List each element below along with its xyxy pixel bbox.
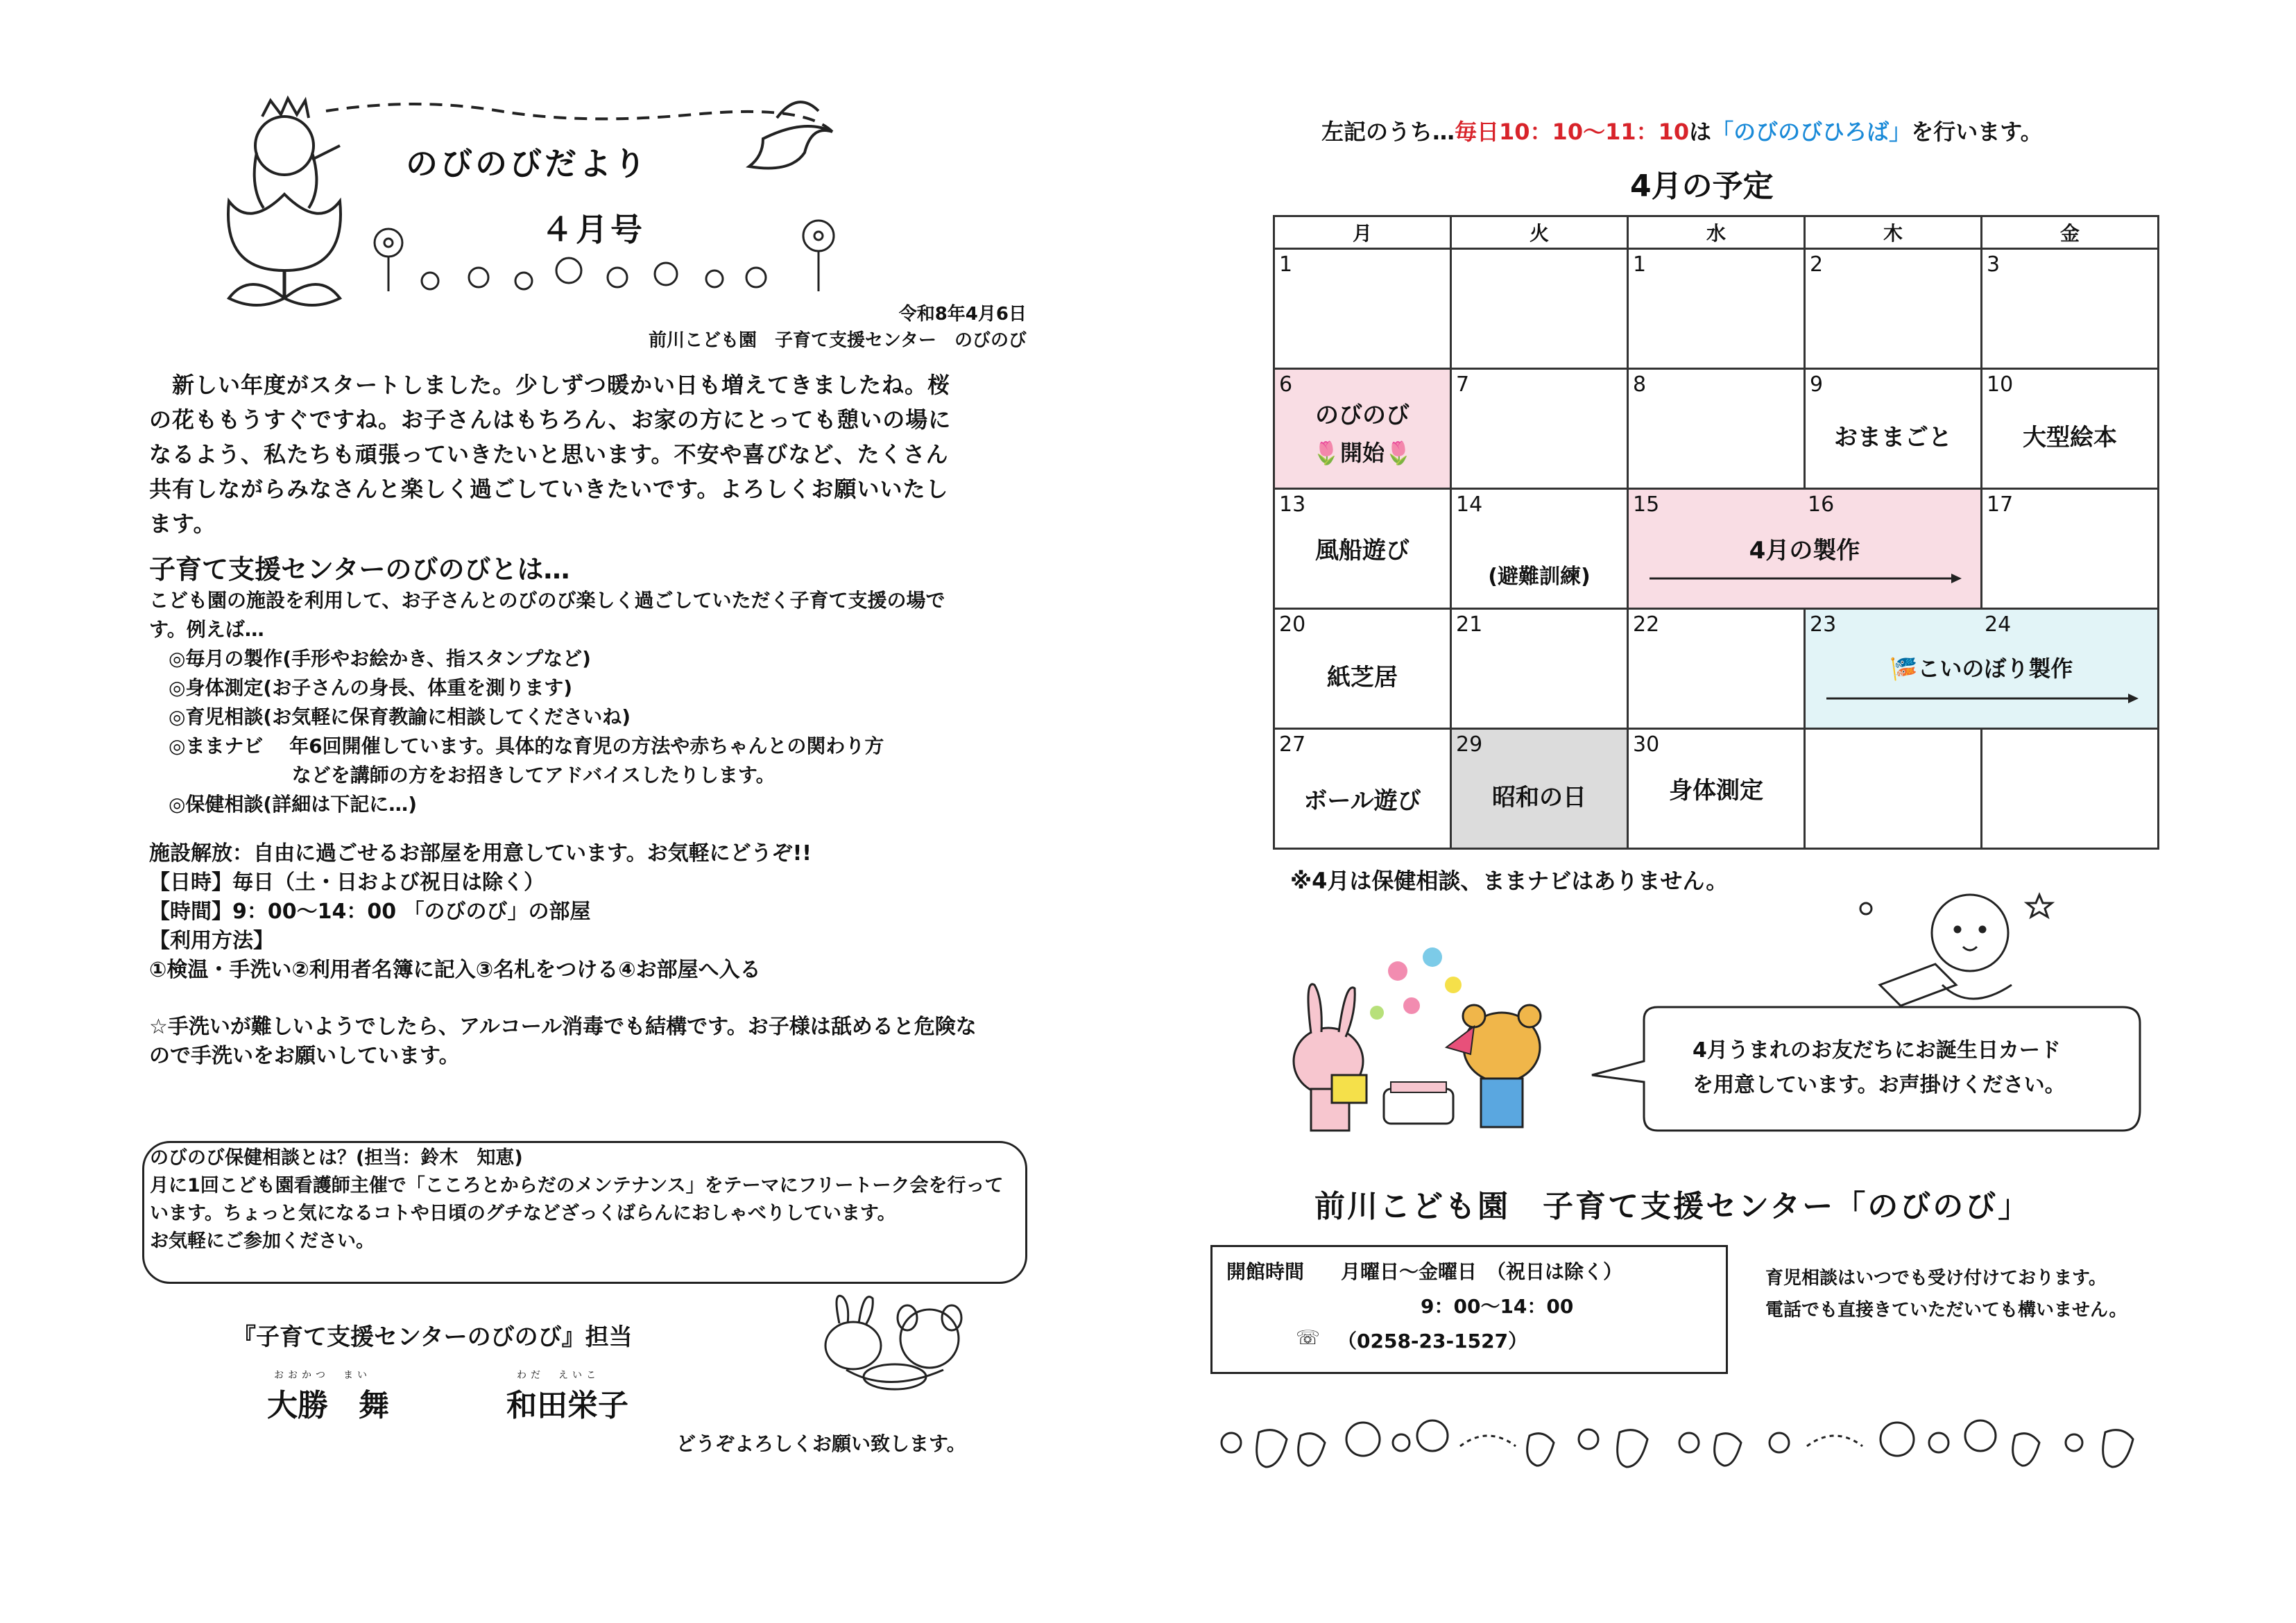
consult-note: [1765, 1262, 2127, 1326]
consult-line: 育児相談はいつでも受け付けております。: [1765, 1268, 2107, 1289]
about-section: [149, 586, 1051, 819]
calendar-day: [1982, 369, 2159, 489]
calendar-day: [1274, 609, 1451, 729]
day-number: 21: [1456, 612, 1483, 637]
intro-line: なるよう、私たちも頑張っていきたいと思います。不安や喜びなど、たくさん: [149, 441, 949, 467]
about-heading: 子育て支援センターのびのびとは…: [149, 554, 570, 585]
day-number: 9: [1810, 372, 1824, 397]
event-evacuation-drill: (避難訓練): [1488, 565, 1591, 589]
calendar-day: [1628, 249, 1805, 369]
hours-label: 開館時間: [1226, 1260, 1305, 1283]
closing-text: どうぞよろしくお願い致します。: [676, 1432, 966, 1455]
birthday-animals-illustration: [1273, 943, 1564, 1151]
facility-line: 【時間】9：00～14：00 「のびのび」の部屋: [149, 900, 591, 924]
day-number: 8: [1633, 372, 1647, 397]
about-line: ◎育児相談(お気軽に保育教諭に相談してくださいね): [149, 705, 631, 728]
calendar-day: [1982, 489, 2159, 609]
day-number: 20: [1279, 612, 1306, 637]
calendar-day: [1274, 369, 1451, 489]
calendar-week: [1274, 369, 2159, 489]
calendar-week: [1274, 729, 2159, 849]
day-number: 30: [1633, 732, 1660, 757]
health-line: のびのび保健相談とは？(担当：鈴木 知恵): [150, 1147, 523, 1169]
day-number: 15: [1633, 492, 1660, 517]
calendar-day-span: [1805, 609, 2159, 729]
day-number: 6: [1279, 372, 1293, 397]
event-nobinobi: のびのび: [1315, 402, 1410, 429]
strawberry-border-decoration: [1210, 1405, 2161, 1474]
event-showa-day: 昭和の日: [1492, 784, 1586, 812]
about-line: ◎保健相談(詳細は下記に…): [149, 793, 418, 816]
bubble-line: 4月うまれのお友だちにお誕生日カード: [1693, 1038, 2061, 1063]
event-balloon: 風船遊び: [1315, 537, 1410, 565]
day-number: 2: [1810, 252, 1824, 277]
april-calendar: [1273, 215, 2159, 850]
calendar-day: [1451, 489, 1628, 609]
facility-line: 【利用方法】: [149, 929, 274, 953]
staff1-name: 大勝 舞: [267, 1388, 389, 1423]
intro-line: 共有しながらみなさんと楽しく過ごしていきたいです。よろしくお願いいたし: [149, 476, 949, 502]
about-line: などを講師の方をお招きしてアドバイスしたりします。: [149, 764, 776, 787]
calendar-day: [1628, 609, 1805, 729]
phone-number: （0258-23-1527）: [1337, 1330, 1528, 1352]
event-ball-play: ボール遊び: [1303, 787, 1421, 815]
day-number: 29: [1456, 732, 1483, 757]
newsletter-title: のびのびだより: [406, 145, 649, 182]
event-kamishibai: 紙芝居: [1327, 664, 1398, 692]
hours-box: [1210, 1245, 1728, 1374]
event-april-craft: 4月の製作: [1749, 537, 1860, 565]
intro-line: 新しい年度がスタートしました。少しずつ暖かい日も増えてきましたね。桜: [149, 372, 951, 398]
day-number: 23: [1810, 612, 1837, 637]
day-number: 14: [1456, 492, 1483, 517]
birthday-message: [1693, 1033, 2066, 1103]
facility-section: [149, 839, 1051, 985]
hiroba-mid: は: [1689, 119, 1712, 145]
calendar-day: [1982, 249, 2159, 369]
arrow-icon: [1826, 692, 2145, 705]
day-number: 17: [1987, 492, 2014, 517]
calendar-day: [1274, 249, 1451, 369]
about-line: ◎毎月の製作(手形やお絵かき、指スタンプなど): [149, 647, 591, 670]
event-koinobori-craft: 🎏こいのぼり製作: [1890, 655, 2073, 682]
calendar-day: [1982, 729, 2159, 849]
handwash-note: [149, 1013, 1051, 1071]
day-number: 27: [1279, 732, 1306, 757]
header-illustration: [208, 90, 888, 312]
calendar-day: [1451, 249, 1628, 369]
about-line: こども園の施設を利用して、お子さんとのびのび楽しく過ごしていただく子育て支援の場で: [149, 589, 945, 612]
about-line: ◎ままナビ 年6回開催しています。具体的な育児の方法や赤ちゃんとの関わり方: [149, 735, 884, 757]
hiroba-time: 毎日10：10～11：10: [1455, 119, 1690, 145]
about-line: す。例えば…: [149, 618, 264, 641]
staff2-name: 和田栄子: [506, 1388, 628, 1423]
weekday-wed: 水: [1628, 216, 1805, 249]
baby-reading-illustration: [1838, 881, 2067, 1013]
weekday-thu: 木: [1805, 216, 1982, 249]
footer-title: 前川こども園 子育て支援センター「のびのび」: [1314, 1189, 2031, 1224]
bubble-line: を用意しています。お声掛けください。: [1693, 1073, 2066, 1097]
hiroba-event: 「のびのびひろば」: [1711, 119, 1912, 145]
issue-date: 令和8年4月6日: [898, 304, 1027, 325]
calendar-day: [1451, 369, 1628, 489]
event-body-measure: 身体測定: [1669, 777, 1763, 805]
staff2-ruby: わだ えいこ: [517, 1370, 600, 1381]
staff-heading: 『子育て支援センターのびのび』担当: [232, 1323, 633, 1351]
day-number: 22: [1633, 612, 1660, 637]
calendar-day-span: [1628, 489, 1982, 609]
org-name: 前川こども園 子育て支援センター のびのび: [649, 330, 1027, 351]
day-number: 1: [1633, 252, 1647, 277]
note-line: ☆手洗いが難しいようでしたら、アルコール消毒でも結構です。お子様は舐めると危険な: [149, 1015, 977, 1039]
calendar-day: [1628, 369, 1805, 489]
health-line: います。ちょっと気になるコトや日頃のグチなどざっくばらんにおしゃべりしています。: [150, 1203, 896, 1224]
calendar-day: [1451, 729, 1628, 849]
hiroba-notice: [1321, 114, 2043, 146]
event-start: 🌷開始🌷: [1312, 440, 1412, 466]
issue-label: ４月号: [541, 211, 645, 248]
health-line: 月に1回こども園看護師主催で「こころとからだのメンテナンス」をテーマにフリートーク会を行って: [150, 1175, 1004, 1196]
day-number: 1: [1279, 252, 1293, 277]
health-consult-box: [142, 1141, 1027, 1284]
calendar-week: [1274, 489, 2159, 609]
health-line: お気軽にご参加ください。: [150, 1230, 375, 1252]
calendar-day: [1805, 369, 1982, 489]
weekday-header: [1274, 216, 2159, 249]
calendar-day: [1805, 249, 1982, 369]
intro-paragraph: [149, 368, 1044, 541]
hours-days: 月曜日～金曜日 （祝日は除く）: [1341, 1260, 1623, 1283]
facility-line: 【日時】毎日（土・日および祝日は除く）: [149, 870, 545, 895]
intro-line: の花ももうすぐですね。お子さんはもちろん、お家の方にとっても憩いの場に: [149, 406, 952, 433]
day-number: 24: [1985, 612, 2012, 637]
note-line: ので手洗いをお願いしています。: [149, 1044, 460, 1068]
calendar-day: [1274, 489, 1451, 609]
hiroba-pre: 左記のうち…: [1321, 119, 1455, 145]
day-number: 7: [1456, 372, 1470, 397]
arrow-icon: [1650, 572, 1969, 585]
calendar-week: [1274, 249, 2159, 369]
weekday-mon: 月: [1274, 216, 1451, 249]
weekday-tue: 火: [1451, 216, 1628, 249]
calendar-day: [1805, 729, 1982, 849]
calendar-day: [1628, 729, 1805, 849]
calendar-day: [1451, 609, 1628, 729]
day-number: 16: [1808, 492, 1835, 517]
health-consult-text: [150, 1144, 1004, 1255]
facility-line: ①検温・手洗い②利用者名簿に記入③名札をつける④お部屋へ入る: [149, 958, 761, 982]
day-number: 13: [1279, 492, 1306, 517]
event-omamagoto: おままごと: [1834, 424, 1952, 452]
intro-line: ます。: [149, 510, 216, 537]
hours-time: 9：00～14：00: [1421, 1295, 1574, 1318]
consult-line: 電話でも直接きていただいても構いません。: [1765, 1300, 2127, 1321]
calendar-week: [1274, 609, 2159, 729]
calendar-title: 4月の予定: [1630, 169, 1774, 204]
staff1-ruby: おおかつ まい: [274, 1370, 371, 1381]
calendar-note: ※4月は保健相談、ままナビはありません。: [1290, 868, 1729, 894]
bunny-dog-illustration: [805, 1283, 985, 1401]
day-number: 10: [1987, 372, 2014, 397]
phone-icon: ☏: [1296, 1326, 1321, 1349]
facility-line: 施設解放：自由に過ごせるお部屋を用意しています。お気軽にどうぞ!!: [149, 841, 812, 866]
calendar-day: [1274, 729, 1451, 849]
about-line: ◎身体測定(お子さんの身長、体重を測ります): [149, 676, 573, 699]
hiroba-post: を行います。: [1911, 119, 2043, 145]
event-picture-book: 大型絵本: [2023, 424, 2117, 452]
weekday-fri: 金: [1982, 216, 2159, 249]
day-number: 3: [1987, 252, 2001, 277]
